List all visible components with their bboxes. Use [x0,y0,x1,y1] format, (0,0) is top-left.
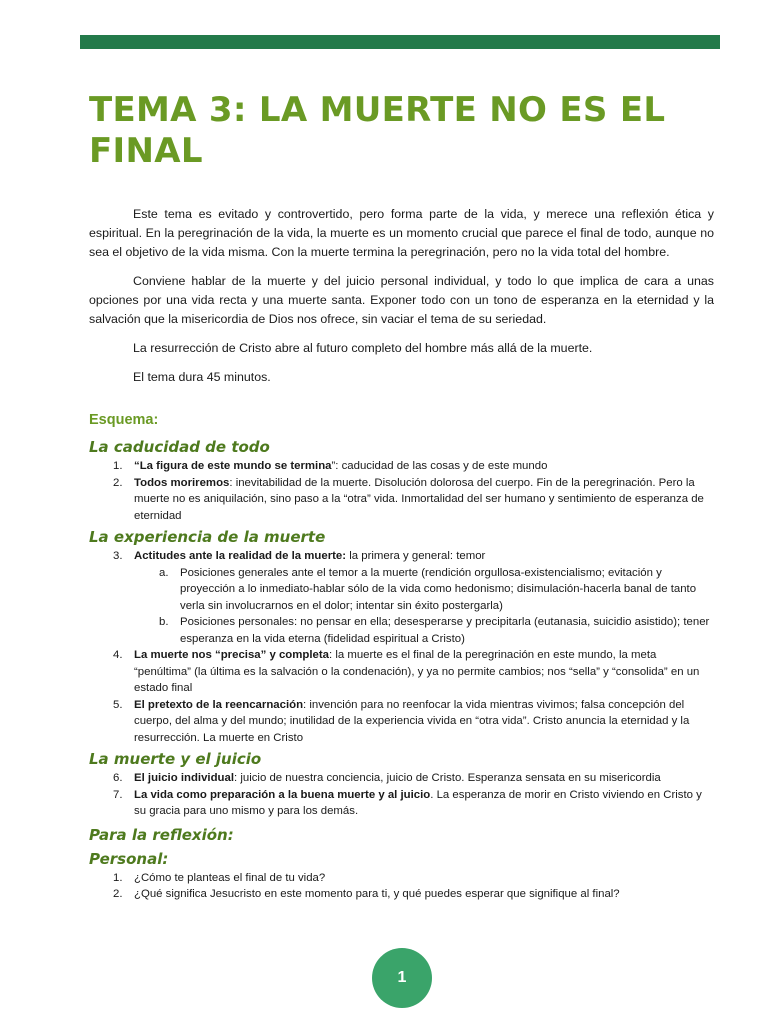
item-bold: La vida como preparación a la buena muerte y al juicio [134,788,431,801]
section-list [89,870,714,903]
item-number: 3. [113,550,123,562]
item-text: ¿Qué significa Jesucristo en este momento para ti, y qué puedes esperar que signifique al final? [134,888,620,900]
item-number: 5. [113,698,123,711]
section-list [89,770,714,820]
item-text: ”: caducidad de las cosas y de este mundo [331,460,548,472]
item-text: : la muerte es el final de la peregrinación en este mundo, la meta “penúltima” (la última es la salvación o la condenación), y ya no permite cambios; nos “sella” y “consolida” en un estado final [134,649,700,694]
section-heading: Personal: [89,849,169,868]
item-text: : juicio de nuestra conciencia, juicio de Cristo. Esperanza sensata en su misericordia [234,772,661,784]
header-bar [80,35,720,49]
item-text: . La esperanza de morir en Cristo viviendo en Cristo y su gracia para uno mismo y para los demás. [134,788,702,817]
item-bold: “La figura de este mundo se termina [134,460,332,472]
list-item [89,458,714,475]
item-text: Posiciones generales ante el temor a la muerte (rendición orgullosa-existencialismo; evitación y proyección a lo inmediato-hablar sólo de la vida como hedonismo; disimulación-hacerla banal de tanto verla sin involucrarnos en el dolor; intentar sin éxito postergarla) [180,566,697,612]
section-heading: La caducidad de todo [89,438,270,456]
section-list [89,458,714,524]
sub-list-item [89,614,714,647]
item-number: 1. [113,871,123,884]
item-text: la primera y general: temor [346,550,486,562]
item-text: : invención para no reenfocar la vida mientras vivimos; falsa concepción del cuerpo, del alma y del mundo; inutilidad de la experiencia vivida en “otra vida”. Cristo anuncia la eternidad y la resurrección. La muerte en Cristo [134,698,690,744]
item-text: ¿Cómo te planteas el final de tu vida? [134,871,326,884]
list-item [89,647,714,697]
list-item [89,770,714,787]
section-list [89,548,714,746]
sub-list-item [89,565,714,615]
item-number: 1. [113,460,123,472]
list-item [89,475,714,525]
esquema-label: Esquema: [89,412,159,428]
item-number: 6. [113,772,123,784]
section-heading: La muerte y el juicio [89,750,262,768]
list-item [89,886,714,903]
item-letter: a. [159,566,169,579]
item-number: 2. [113,476,123,489]
section-heading: Para la reflexión: [89,825,234,844]
list-item [89,697,714,747]
section-heading: La experiencia de la muerte [89,528,326,546]
item-bold: La muerte nos “precisa” y completa [134,649,329,661]
list-item [89,787,714,820]
intro-paragraph: Este tema es evitado y controvertido, pero forma parte de la vida, y merece una reflexión ética y espiritual. En la peregrinación de la vida, la muerte es un momento crucial que parece el final de todo, aunque no sea el objetivo de la vida misma. Con la muerte termina la peregrinación, pero no la vida total del hombre. [89,207,714,259]
item-bold: Todos moriremos [134,476,230,489]
item-bold: Actitudes ante la realidad de la muerte: [134,550,347,562]
list-item [89,548,714,565]
item-number: 7. [113,788,123,801]
intro-paragraph: La resurrección de Cristo abre al futuro completo del hombre más allá de la muerte. [133,341,593,355]
page-number: 1 [372,948,432,1008]
item-letter: b. [159,616,169,628]
intro-paragraph: El tema dura 45 minutos. [133,370,271,384]
intro-paragraph: Conviene hablar de la muerte y del juicio personal individual, y todo lo que implica de cara a unas opciones por una vida recta y una muerte santa. Exponer todo con un tono de esperanza en la eternidad y la salvación que la misericordia de Dios nos ofrece, sin vaciar el tema de su seriedad. [89,274,714,326]
item-number: 2. [113,888,123,900]
page-title: TEMA 3: LA MUERTE NO ES EL FINAL [89,90,666,171]
item-number: 4. [113,649,123,661]
item-text: : inevitabilidad de la muerte. Disolución dolorosa del cuerpo. Fin de la peregrinación. Pero la muerte no es aniquilación, sino paso a la “otra” vida. Inmortalidad del ser humano y sentimiento de esperanza de eternidad [134,476,704,522]
item-text: Posiciones personales: no pensar en ella; desesperarse y precipitarla (eutanasia, suicidio asistido); tener esperanza en la vida eterna (fidelidad espiritual a Cristo) [180,616,710,645]
outline [89,410,714,903]
item-bold: El juicio individual [134,772,234,784]
item-bold: El pretexto de la reencarnación [134,698,304,711]
list-item [89,870,714,887]
intro-section [89,205,714,397]
